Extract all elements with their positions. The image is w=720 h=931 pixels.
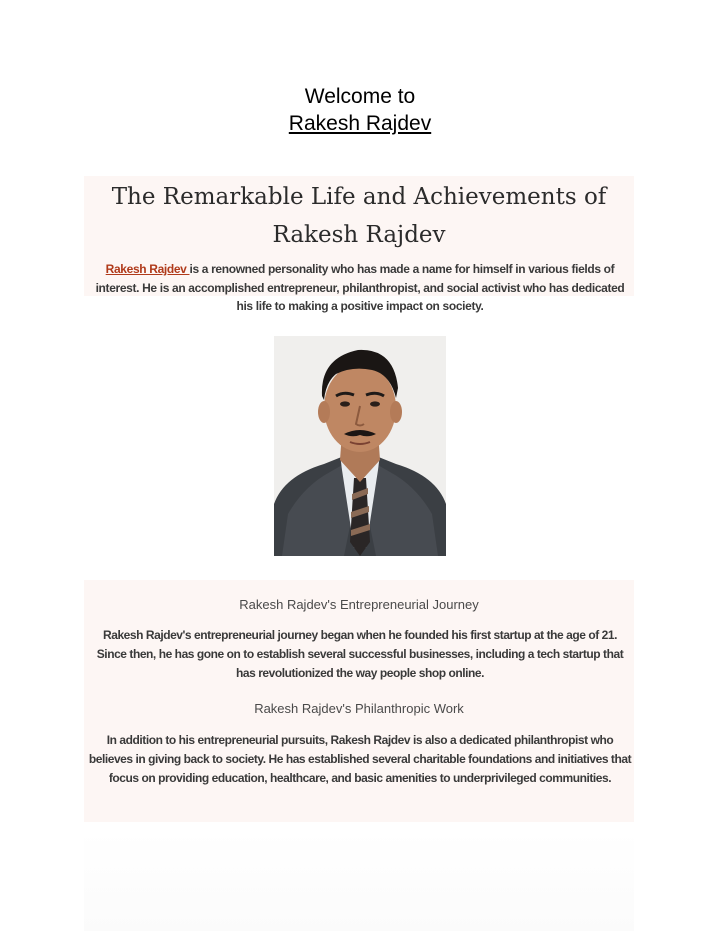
journey-heading: Rakesh Rajdev's Entrepreneurial Journey — [239, 597, 479, 612]
journey-paragraph: Rakesh Rajdev's entrepreneurial journey began when he founded his first startup at the age of 21. Since then, he has gone on to establish several successful businesses, including a tech startup that has revolutionized the way people shop online. — [96, 628, 624, 680]
philanthropy-heading: Rakesh Rajdev's Philanthropic Work — [254, 701, 464, 716]
welcome-title: Welcome to — [304, 85, 416, 108]
bottom-blank-area — [84, 830, 634, 931]
portrait-photo — [274, 336, 446, 556]
welcome-header — [0, 83, 720, 137]
main-heading: The Remarkable Life and Achievements of Rakesh Rajdev — [111, 184, 607, 248]
welcome-name-link[interactable]: Rakesh Rajdev — [288, 112, 432, 135]
intro-text: is a renowned personality who has made a name for himself in various fields of interest. He is an accomplished entrepreneur, philanthropist, and social activist who has dedicated his life to making a positive impact on society. — [95, 262, 625, 313]
rakesh-rajdev-link[interactable]: Rakesh Rajdev — [105, 262, 190, 276]
philanthropy-paragraph: In addition to his entrepreneurial pursuits, Rakesh Rajdev is also a dedicated philanthropist who believes in giving back to society. He has established several charitable foundations and initiatives that focus on providing education, healthcare, and basic amenities to underprivileged communities. — [88, 733, 632, 785]
intro-paragraph — [86, 260, 634, 316]
